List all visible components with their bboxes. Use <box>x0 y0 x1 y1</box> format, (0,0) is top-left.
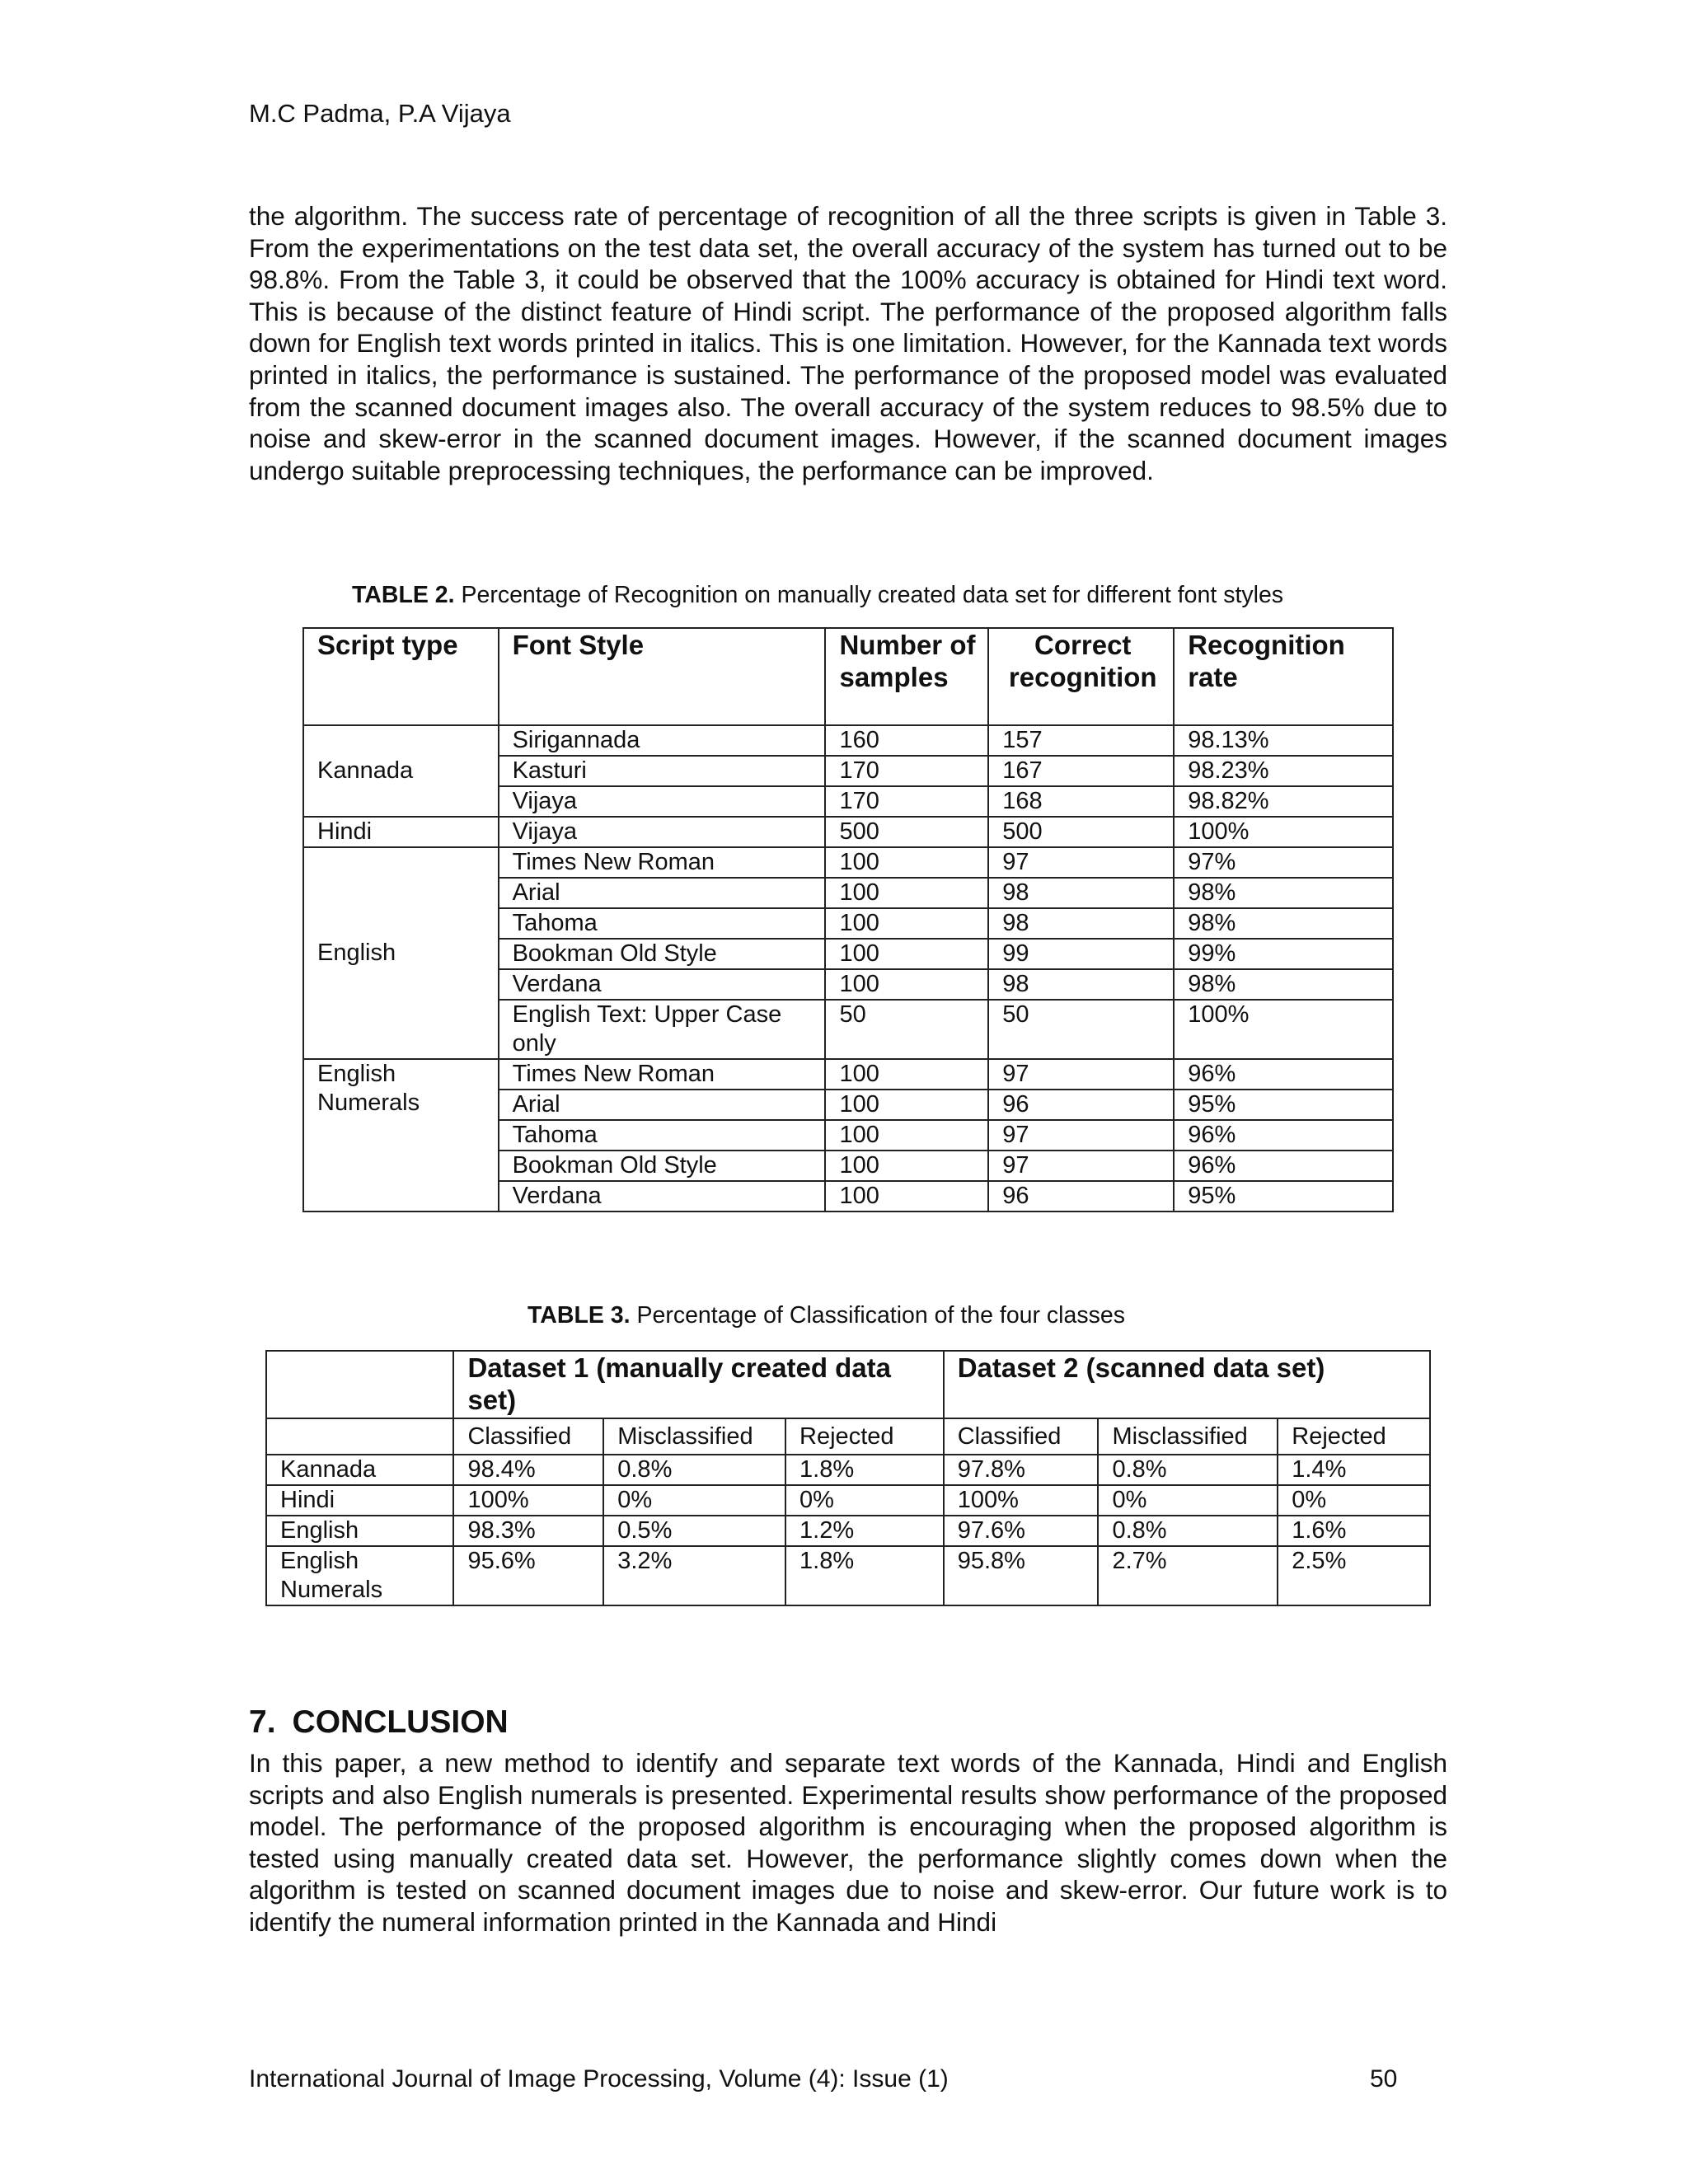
table3-value-cell: 100% <box>453 1485 603 1516</box>
footer-journal: International Journal of Image Processing, Volume (4): Issue (1) <box>249 2065 949 2093</box>
table2-rate-cell: 100% <box>1174 1000 1393 1059</box>
table2-font-cell: Kasturi <box>499 756 826 786</box>
table2-caption <box>352 582 1283 609</box>
table2-header-cell: Script type <box>303 628 499 725</box>
table2-font-cell: English Text: Upper Case only <box>499 1000 826 1059</box>
table3-value-cell: 0% <box>1098 1485 1278 1516</box>
table2-correct-cell: 97 <box>988 1151 1174 1181</box>
table3-body <box>266 1351 1430 1605</box>
table3-caption <box>528 1302 1125 1329</box>
table2-rate-cell: 98.82% <box>1174 786 1393 817</box>
table2-font-cell: Verdana <box>499 1181 826 1212</box>
table3 <box>265 1350 1431 1606</box>
table2-font-cell: Tahoma <box>499 908 826 939</box>
footer-page-number: 50 <box>1370 2065 1398 2093</box>
table2-font-cell: Bookman Old Style <box>499 1151 826 1181</box>
table3-value-cell: 1.2% <box>785 1516 944 1546</box>
table2-correct-cell: 50 <box>988 1000 1174 1059</box>
table3-row <box>266 1516 1430 1546</box>
table2-rate-cell: 96% <box>1174 1151 1393 1181</box>
table2-samples-cell: 100 <box>825 1090 988 1120</box>
intro-paragraph: the algorithm. The success rate of percentage of recognition of all the three scripts is given in Table 3. From the experimentations on the test data set, the overall accuracy of the system has turned out to be 98.8%. From the Table 3, it could be observed that the 100% accuracy is obtained for Hindi text word. This is because of the distinct feature of Hindi script. The performance of the proposed algorithm falls down for English text words printed in italics. This is one limitation. However, for the Kannada text words printed in italics, the performance is sustained. The performance of the proposed model was evaluated from the scanned document images also. The overall accuracy of the system reduces to 98.5% due to noise and skew-error in the scanned document images. However, if the scanned document images undergo suitable preprocessing techniques, the performance can be improved. <box>249 201 1447 485</box>
table2-rate-cell: 95% <box>1174 1181 1393 1212</box>
table2-rate-cell: 100% <box>1174 817 1393 847</box>
table2-body <box>303 628 1393 1212</box>
table3-value-cell: 97.8% <box>944 1455 1099 1485</box>
table3-value-cell: 95.6% <box>453 1546 603 1605</box>
table2-correct-cell: 96 <box>988 1090 1174 1120</box>
table2-correct-cell: 97 <box>988 1120 1174 1151</box>
table3-value-cell: 100% <box>944 1485 1099 1516</box>
table2-rate-cell: 95% <box>1174 1090 1393 1120</box>
table2-samples-cell: 100 <box>825 1120 988 1151</box>
table3-corner-cell <box>266 1418 453 1455</box>
table2-script-cell: Kannada <box>303 725 499 817</box>
table3-row <box>266 1455 1430 1485</box>
table2-font-cell: Times New Roman <box>499 1059 826 1090</box>
table3-group-header-row <box>266 1351 1430 1418</box>
table3-value-cell: 1.6% <box>1278 1516 1430 1546</box>
table3-value-cell: 2.5% <box>1278 1546 1430 1605</box>
table2-caption-text: Percentage of Recognition on manually created data set for different font styles <box>454 582 1284 608</box>
table2-font-cell: Verdana <box>499 969 826 1000</box>
table2 <box>302 627 1394 1212</box>
table2-font-cell: Vijaya <box>499 786 826 817</box>
table2-samples-cell: 100 <box>825 1151 988 1181</box>
table2-font-cell: Times New Roman <box>499 847 826 878</box>
conclusion-number: 7. <box>249 1704 276 1740</box>
table2-font-cell: Tahoma <box>499 1120 826 1151</box>
table3-value-cell: 0.8% <box>603 1455 785 1485</box>
table2-samples-cell: 100 <box>825 1181 988 1212</box>
table3-value-cell: 0% <box>1278 1485 1430 1516</box>
table3-value-cell: 1.8% <box>785 1546 944 1605</box>
table2-row <box>303 725 1393 756</box>
table3-row-label: English <box>266 1516 453 1546</box>
table2-font-cell: Sirigannada <box>499 725 826 756</box>
table2-font-cell: Bookman Old Style <box>499 939 826 969</box>
table2-script-cell: Hindi <box>303 817 499 847</box>
table2-samples-cell: 500 <box>825 817 988 847</box>
table2-samples-cell: 100 <box>825 969 988 1000</box>
conclusion-title: CONCLUSION <box>292 1704 509 1740</box>
table3-group-header-cell: Dataset 1 (manually created data set) <box>453 1351 943 1418</box>
table2-header-cell: Font Style <box>499 628 826 725</box>
table3-subheader-cell: Rejected <box>785 1418 944 1455</box>
table3-subheader-cell: Misclassified <box>1098 1418 1278 1455</box>
table3-value-cell: 97.6% <box>944 1516 1099 1546</box>
table2-correct-cell: 98 <box>988 878 1174 908</box>
conclusion-heading <box>249 1704 525 1741</box>
table3-corner-cell <box>266 1351 453 1418</box>
table2-samples-cell: 100 <box>825 878 988 908</box>
table3-row-label: Hindi <box>266 1485 453 1516</box>
table2-script-cell: English <box>303 847 499 1059</box>
table2-samples-cell: 170 <box>825 756 988 786</box>
table2-correct-cell: 98 <box>988 969 1174 1000</box>
table3-value-cell: 3.2% <box>603 1546 785 1605</box>
table2-script-cell: English Numerals <box>303 1059 499 1212</box>
table2-row <box>303 847 1393 878</box>
table2-font-cell: Vijaya <box>499 817 826 847</box>
table2-correct-cell: 168 <box>988 786 1174 817</box>
table3-value-cell: 1.4% <box>1278 1455 1430 1485</box>
table2-samples-cell: 100 <box>825 1059 988 1090</box>
table2-rate-cell: 99% <box>1174 939 1393 969</box>
table2-samples-cell: 170 <box>825 786 988 817</box>
table3-row <box>266 1485 1430 1516</box>
table2-header-row <box>303 628 1393 725</box>
table2-samples-cell: 100 <box>825 847 988 878</box>
table3-value-cell: 1.8% <box>785 1455 944 1485</box>
table2-correct-cell: 157 <box>988 725 1174 756</box>
table2-header-cell: Number of samples <box>825 628 988 725</box>
table2-correct-cell: 99 <box>988 939 1174 969</box>
table2-row <box>303 817 1393 847</box>
table2-samples-cell: 100 <box>825 908 988 939</box>
running-header-authors: M.C Padma, P.A Vijaya <box>249 99 511 128</box>
table3-row-label: English Numerals <box>266 1546 453 1605</box>
table2-samples-cell: 160 <box>825 725 988 756</box>
conclusion-paragraph: In this paper, a new method to identify and separate text words of the Kannada, Hindi and English scripts and also English numerals is presented. Experimental results show performance of the proposed model. The performance of the proposed algorithm is encouraging when the proposed algorithm is tested using manually created data set. However, the performance slightly comes down when the algorithm is tested on scanned document images due to noise and skew-error. Our future work is to identify the numeral information printed in the Kannada and Hindi <box>249 1748 1447 1937</box>
table2-correct-cell: 500 <box>988 817 1174 847</box>
table3-subheader-cell: Misclassified <box>603 1418 785 1455</box>
table2-rate-cell: 98% <box>1174 878 1393 908</box>
table3-value-cell: 0.8% <box>1098 1455 1278 1485</box>
table3-value-cell: 98.3% <box>453 1516 603 1546</box>
table3-value-cell: 0% <box>603 1485 785 1516</box>
table3-value-cell: 95.8% <box>944 1546 1099 1605</box>
table2-header-cell: Recognition rate <box>1174 628 1393 725</box>
table3-value-cell: 0.8% <box>1098 1516 1278 1546</box>
table2-samples-cell: 100 <box>825 939 988 969</box>
table2-correct-cell: 96 <box>988 1181 1174 1212</box>
table2-rate-cell: 96% <box>1174 1120 1393 1151</box>
table2-rate-cell: 97% <box>1174 847 1393 878</box>
table2-correct-cell: 167 <box>988 756 1174 786</box>
table2-samples-cell: 50 <box>825 1000 988 1059</box>
table2-correct-cell: 97 <box>988 847 1174 878</box>
table3-row-label: Kannada <box>266 1455 453 1485</box>
table2-rate-cell: 98% <box>1174 969 1393 1000</box>
table3-subheader-row <box>266 1418 1430 1455</box>
table2-rate-cell: 98.23% <box>1174 756 1393 786</box>
table2-correct-cell: 97 <box>988 1059 1174 1090</box>
table2-row <box>303 1059 1393 1090</box>
table3-subheader-cell: Rejected <box>1278 1418 1430 1455</box>
table3-value-cell: 0% <box>785 1485 944 1516</box>
table2-correct-cell: 98 <box>988 908 1174 939</box>
table2-font-cell: Arial <box>499 1090 826 1120</box>
table2-rate-cell: 98% <box>1174 908 1393 939</box>
table2-rate-cell: 98.13% <box>1174 725 1393 756</box>
table3-caption-text: Percentage of Classification of the four classes <box>630 1302 1125 1329</box>
table2-font-cell: Arial <box>499 878 826 908</box>
table3-row <box>266 1546 1430 1605</box>
table2-rate-cell: 96% <box>1174 1059 1393 1090</box>
table3-caption-label: TABLE 3. <box>528 1302 631 1329</box>
table3-group-header-cell: Dataset 2 (scanned data set) <box>944 1351 1430 1418</box>
table3-subheader-cell: Classified <box>453 1418 603 1455</box>
table2-caption-label: TABLE 2. <box>352 582 455 608</box>
table2-header-cell: Correct recognition <box>988 628 1174 725</box>
table3-value-cell: 2.7% <box>1098 1546 1278 1605</box>
table3-value-cell: 98.4% <box>453 1455 603 1485</box>
table3-value-cell: 0.5% <box>603 1516 785 1546</box>
table3-subheader-cell: Classified <box>944 1418 1099 1455</box>
